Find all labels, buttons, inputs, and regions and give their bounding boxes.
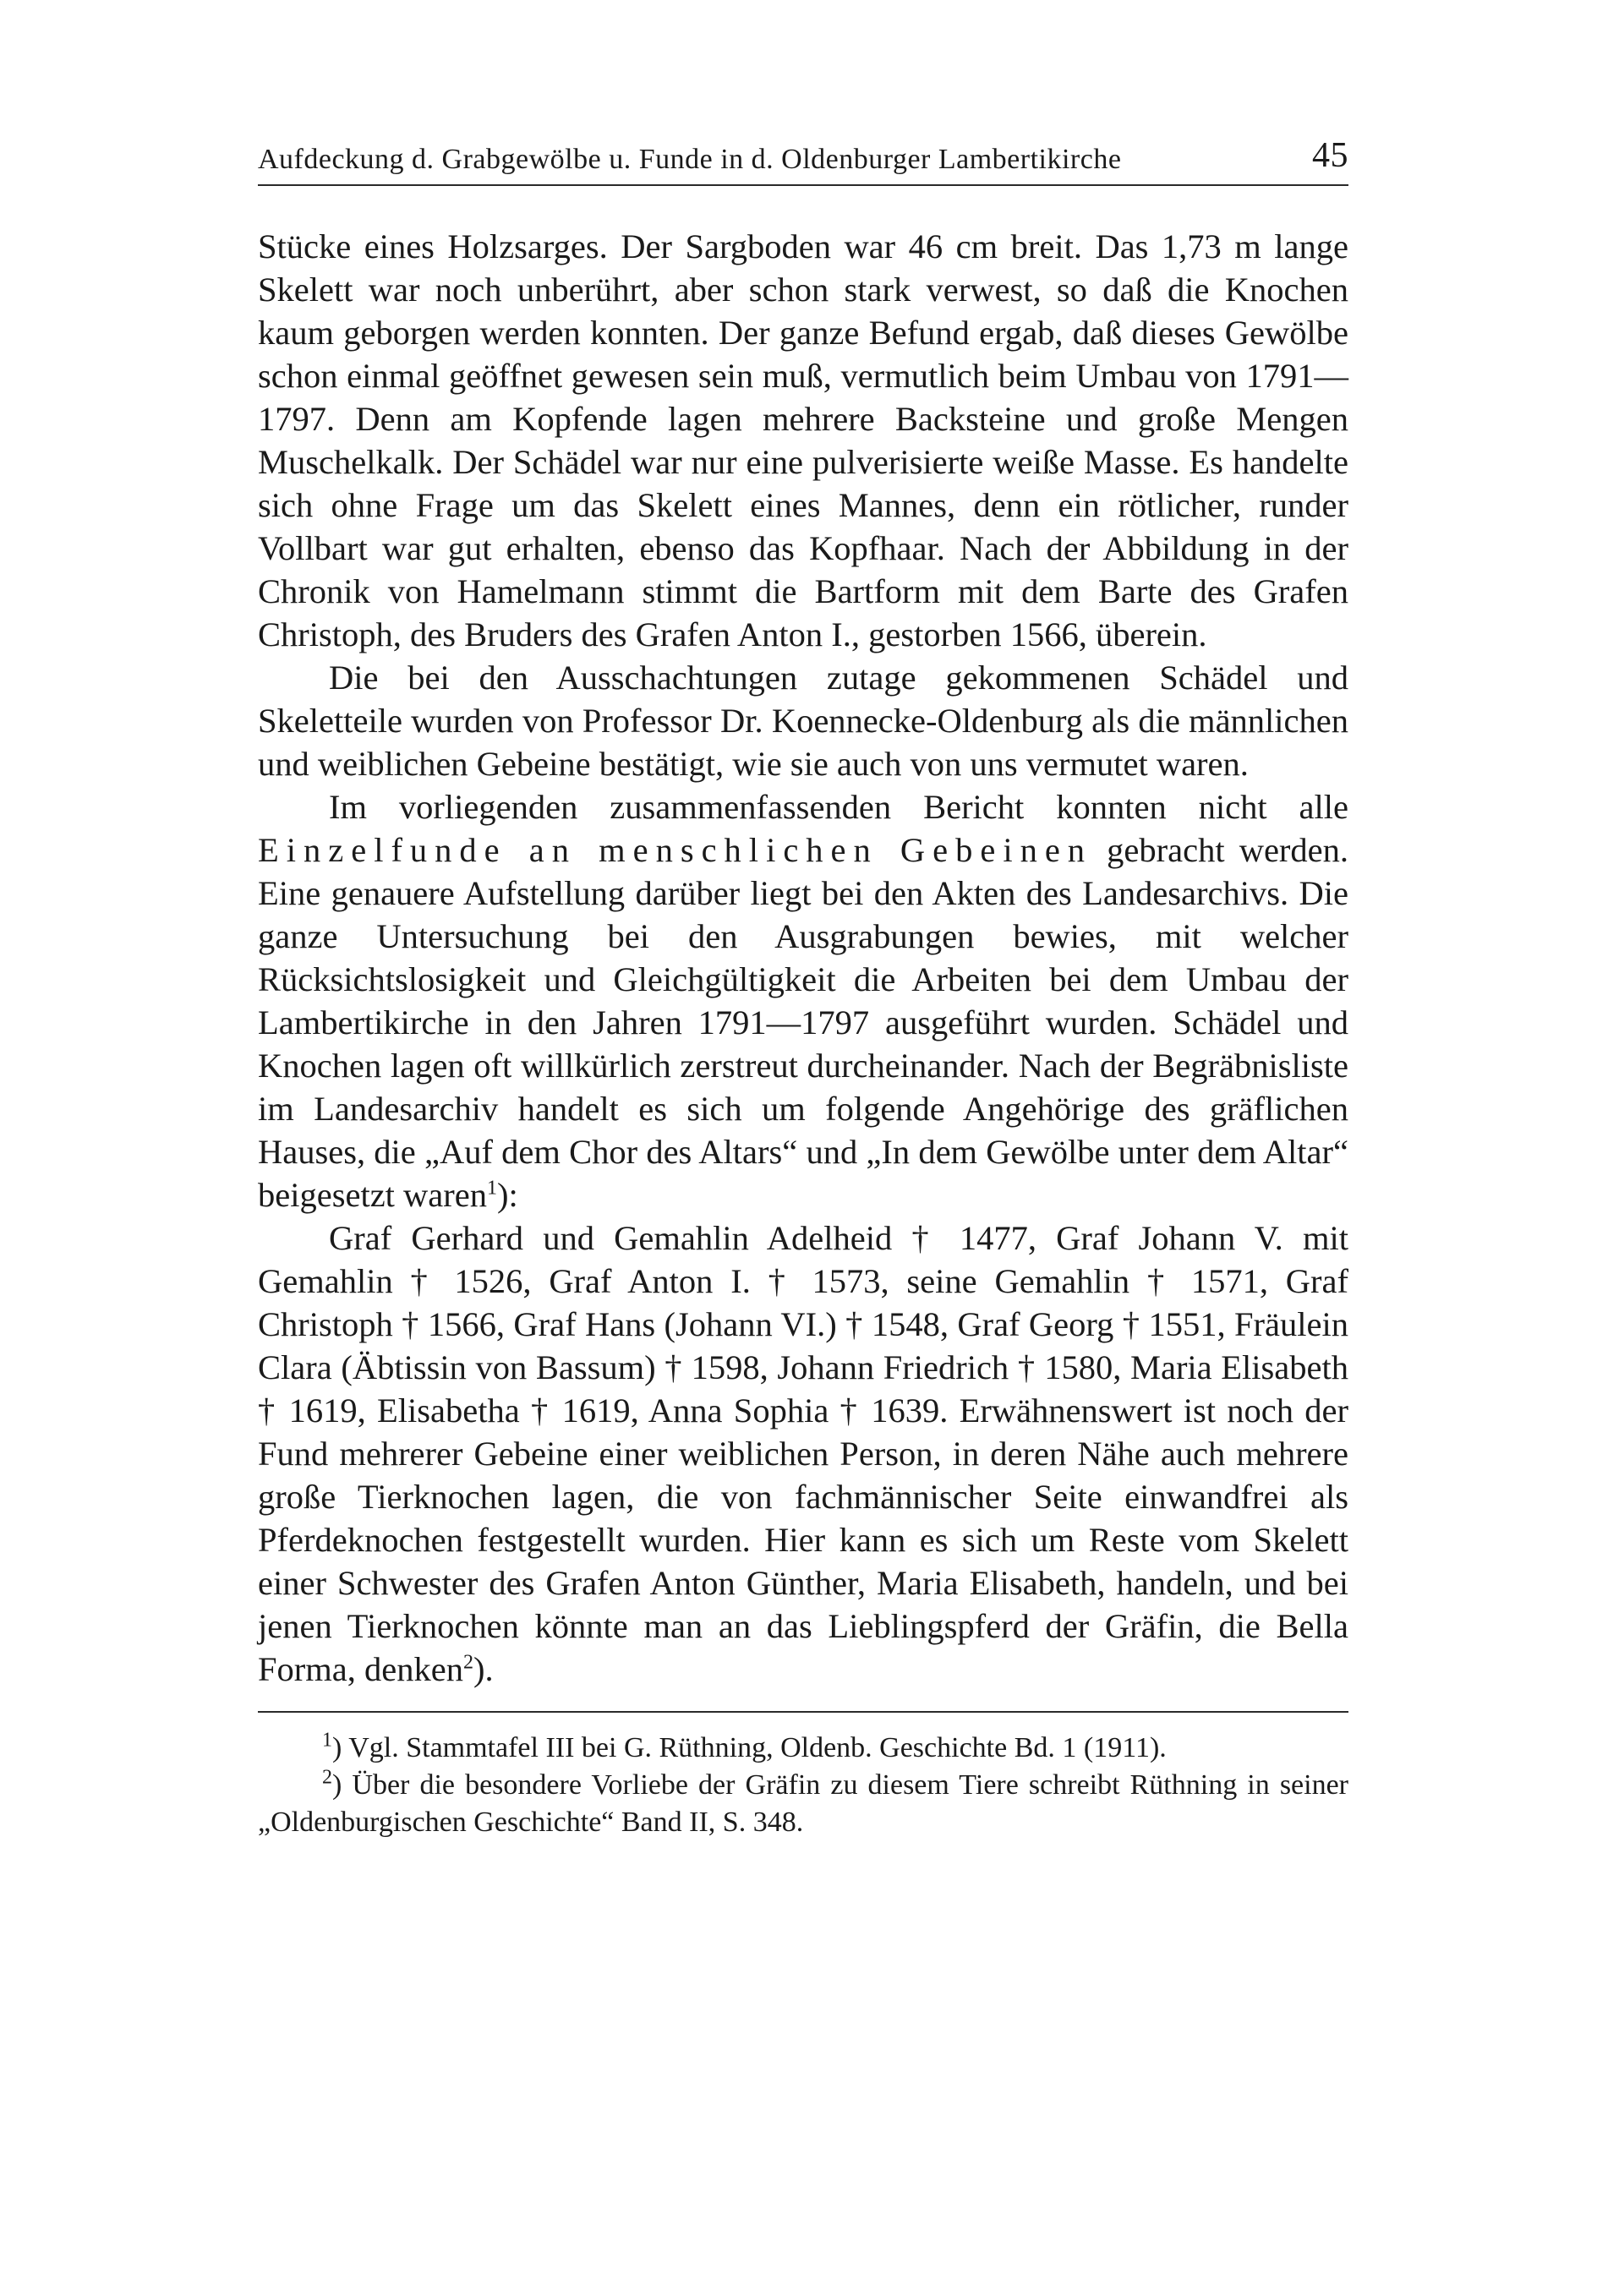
paragraph-4-end: ). bbox=[473, 1650, 494, 1688]
footnote-2-text: ) Über die besondere Vorliebe der Gräfin zu diesem Tiere schreibt Rüthning in seiner „Oldenburgischen Geschichte“ Band II, S. 348. bbox=[258, 1769, 1348, 1838]
footnote-2 bbox=[258, 1767, 1348, 1841]
book-page bbox=[258, 135, 1348, 1841]
spaced-emphasis: Einzelfunde an menschlichen Gebeinen bbox=[258, 831, 1093, 869]
footnote-1-text: ) Vgl. Stammtafel III bei G. Rüthning, Oldenb. Geschichte Bd. 1 (1911). bbox=[332, 1732, 1167, 1763]
footnote-ref-2[interactable]: 2 bbox=[462, 1651, 473, 1674]
paragraph-4 bbox=[258, 1216, 1348, 1691]
paragraph-3-end: ): bbox=[496, 1176, 518, 1214]
footnote-divider bbox=[258, 1711, 1348, 1713]
main-text bbox=[258, 225, 1348, 1691]
footnote-1-mark: 1 bbox=[322, 1729, 332, 1752]
running-header bbox=[258, 135, 1348, 186]
paragraph-3-rest: gebracht werden. Eine genauere Aufstellung darüber liegt bei den Akten des Landesarchivs. Die ganze Untersuchung bei den Ausgrabungen bewies, mit welcher Rücksichtslosigkeit und Gleichgültigkeit die Arbeiten bei dem Umbau der Lambertikirche in den Jahren 1791—1797 ausgeführt wurden. Schädel und Knochen lagen oft willkürlich zerstreut durcheinander. Nach der Begräbnisliste im Landesarchiv handelt es sich um folgende Angehörige des gräflichen Hauses, die „Auf dem Chor des Altars“ und „In dem Gewölbe unter dem Altar“ beigesetzt waren bbox=[258, 831, 1349, 1214]
footnotes bbox=[258, 1730, 1348, 1841]
footnote-ref-1[interactable]: 1 bbox=[486, 1177, 497, 1200]
footnote-1 bbox=[258, 1730, 1348, 1767]
paragraph-1: Stücke eines Holzsarges. Der Sargboden war 46 cm breit. Das 1,73 m lange Skelett war noch unberührt, aber schon stark verwest, so daß die Knochen kaum geborgen werden konnten. Der ganze Befund ergab, daß dieses Gewölbe schon einmal geöffnet gewesen sein muß, vermutlich beim Umbau von 1791—1797. Denn am Kopfende lagen mehrere Backsteine und große Mengen Muschelkalk. Der Schädel war nur eine pulverisierte weiße Masse. Es handelte sich ohne Frage um das Skelett eines Mannes, denn ein rötlicher, runder Vollbart war gut erhalten, ebenso das Kopfhaar. Nach der Abbildung in der Chronik von Hamelmann stimmt die Bartform mit dem Barte des Grafen Christoph, des Bruders des Grafen Anton I., gestorben 1566, überein. bbox=[258, 227, 1348, 653]
page-number: 45 bbox=[1312, 136, 1348, 175]
footnote-2-mark: 2 bbox=[322, 1766, 332, 1789]
running-title: Aufdeckung d. Grabgewölbe u. Funde in d. Oldenburger Lambertikirche bbox=[258, 144, 1122, 175]
paragraph-3-start: Im vorliegenden zusammenfassenden Bericht konnten nicht alle bbox=[329, 788, 1348, 826]
paragraph-2: Die bei den Ausschachtungen zutage gekommenen Schädel und Skeletteile wurden von Professor Dr. Koennecke-Oldenburg als die männlichen und weiblichen Gebeine bestätigt, wie sie auch von uns vermutet waren. bbox=[258, 659, 1348, 783]
paragraph-4-text: Graf Gerhard und Gemahlin Adelheid † 1477, Graf Johann V. mit Gemahlin † 1526, Graf Anton I. † 1573, seine Gemahlin † 1571, Graf Christoph † 1566, Graf Hans (Johann VI.) † 1548, Graf Georg † 1551, Fräulein Clara (Äbtissin von Bassum) † 1598, Johann Friedrich † 1580, Maria Elisabeth † 1619, Elisabetha † 1619, Anna Sophia † 1639. Erwähnenswert ist noch der Fund mehrerer Gebeine einer weiblichen Person, in deren Nähe auch mehrere große Tierknochen lagen, die von fachmännischer Seite einwandfrei als Pferdeknochen festgestellt wurden. Hier kann es sich um Reste vom Skelett einer Schwester des Grafen Anton Günther, Maria Elisabeth, handeln, und bei jenen Tierknochen könnte man an das Lieblingspferd der Gräfin, die Bella Forma, denken bbox=[258, 1219, 1348, 1688]
paragraph-3 bbox=[258, 785, 1348, 1216]
